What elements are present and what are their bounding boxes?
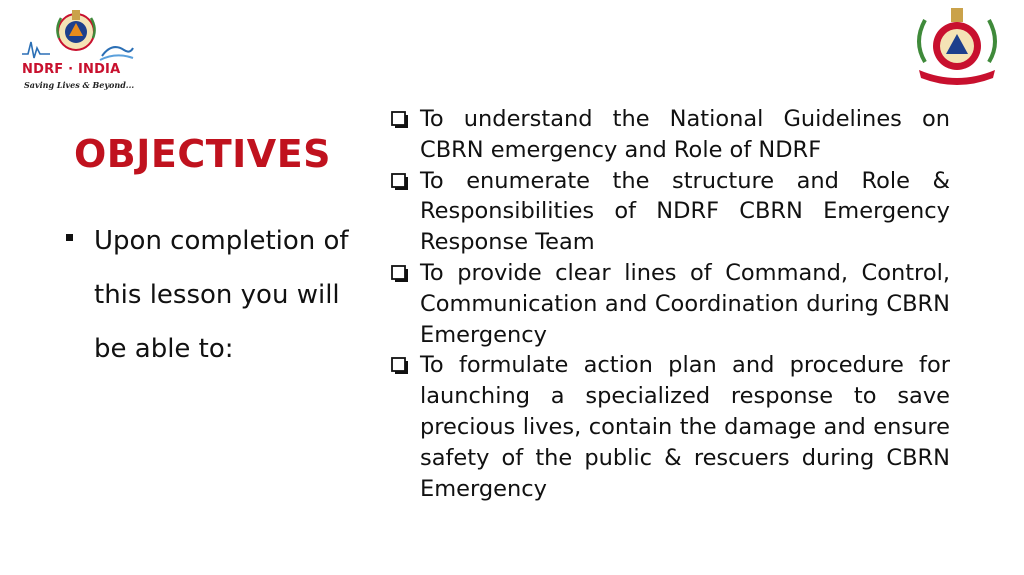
objective-item [390, 104, 950, 166]
ndrf-crest-icon [911, 6, 1003, 86]
objective-item [390, 258, 950, 350]
checkbox-bullet-icon [391, 357, 409, 375]
checkbox-bullet-icon [391, 111, 409, 129]
logo-brand-text: NDRF · INDIA [22, 62, 121, 77]
logo-tagline: Saving Lives & Beyond... [24, 80, 135, 90]
checkbox-bullet-icon [391, 173, 409, 191]
objective-text: To enumerate the structure and Role & Responsibilities of NDRF CBRN Emergency Response Team [420, 167, 950, 256]
checkbox-bullet-icon [391, 265, 409, 283]
square-bullet-icon [66, 234, 73, 241]
objective-text: To formulate action plan and procedure for launching a specialized response to save precious lives, contain the damage and ensure safety of the public & rescuers during CBRN Emergency [420, 352, 950, 502]
intro-bullet [66, 214, 356, 376]
objectives-list [390, 104, 950, 504]
objective-text: To understand the National Guidelines on CBRN emergency and Role of NDRF [420, 106, 950, 163]
wave-graphic-icon [20, 36, 135, 62]
objective-item [390, 166, 950, 258]
intro-text: Upon completion of this lesson you will be able to: [94, 226, 349, 364]
objective-item [390, 350, 950, 504]
page-title: OBJECTIVES [74, 132, 332, 176]
ndrf-india-logo [20, 8, 135, 90]
objective-text: To provide clear lines of Command, Control, Communication and Coordination during CBRN Emergency [420, 259, 950, 348]
